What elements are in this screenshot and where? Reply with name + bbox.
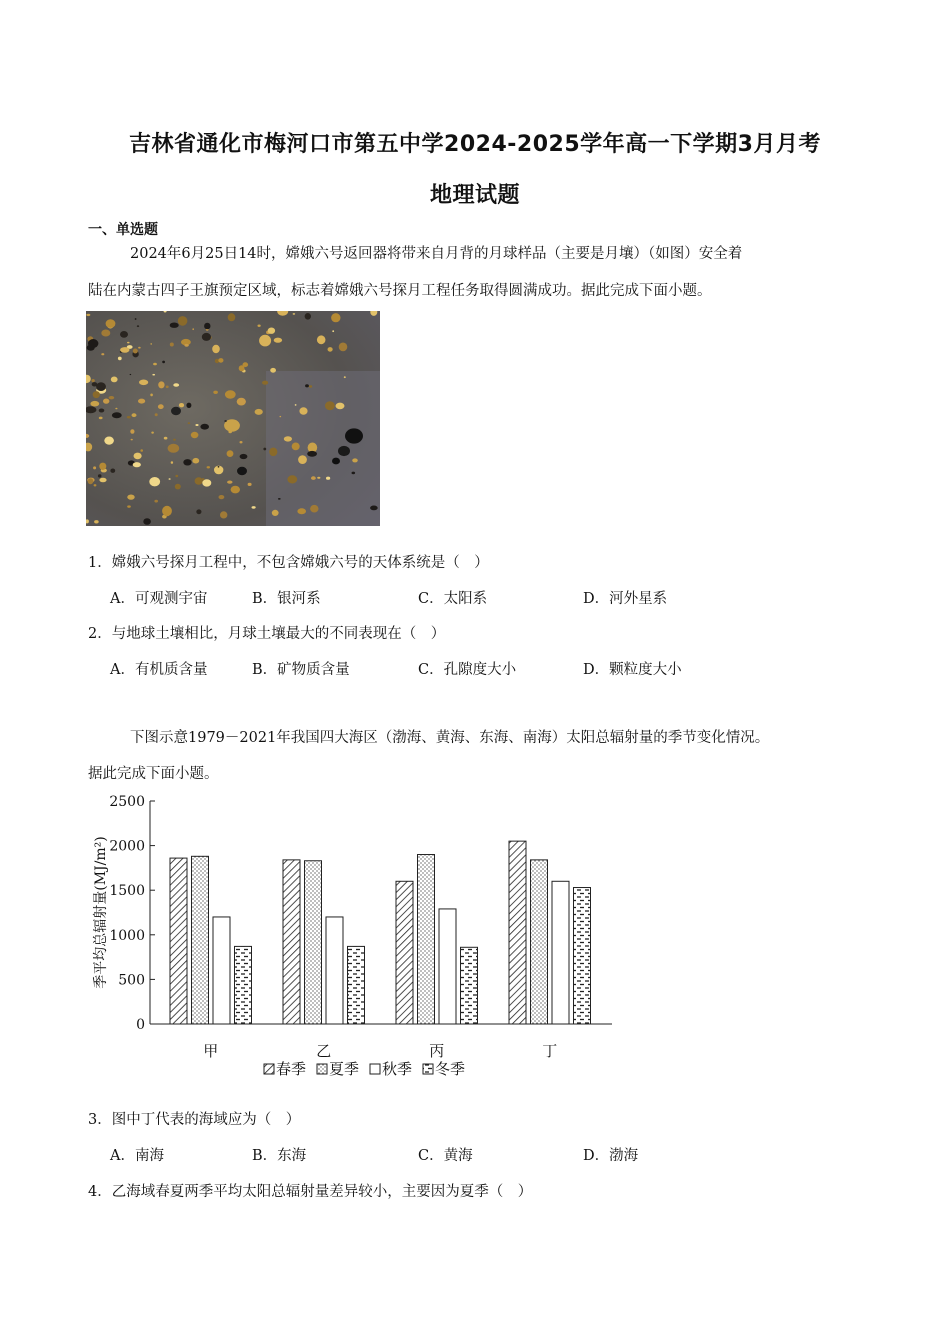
soil-grain (204, 323, 210, 330)
bar-春季-丙 (396, 881, 413, 1024)
soil-grain (252, 506, 256, 509)
y-tick-label: 2500 (109, 794, 145, 810)
soil-grain (331, 313, 340, 322)
category-label: 甲 (203, 1042, 219, 1060)
soil-grain (155, 413, 158, 416)
soil-grain (127, 416, 131, 418)
soil-grain (293, 313, 296, 315)
y-tick-label: 500 (118, 972, 145, 989)
soil-grain (103, 399, 109, 404)
question-4: 4．乙海域春夏两季平均太阳总辐射量差异较小，主要因为夏季（ ） (88, 1184, 533, 1200)
soil-grain (192, 458, 199, 464)
dark-grain (171, 407, 181, 416)
soil-grain (154, 500, 158, 503)
soil-grain (173, 383, 179, 387)
soil-grain (248, 483, 252, 486)
soil-grain (188, 422, 190, 424)
soil-grain (86, 314, 90, 316)
soil-grain (240, 454, 248, 459)
bar-春季-乙 (283, 860, 300, 1024)
soil-grain (175, 484, 181, 490)
soil-grain (317, 477, 320, 479)
soil-grain (94, 484, 97, 486)
question-3: 3．图中丁代表的海域应为（ ） (88, 1112, 301, 1128)
soil-grain (218, 466, 220, 468)
soil-grain (98, 474, 102, 477)
soil-grain (152, 374, 155, 376)
legend-label: 夏季 (329, 1060, 360, 1078)
section-heading: 一、单选题 (88, 222, 158, 238)
soil-grain (259, 335, 271, 347)
dark-grain (237, 467, 247, 476)
legend-swatch (423, 1064, 433, 1074)
soil-grain (262, 381, 268, 385)
soil-grain (317, 335, 326, 344)
soil-grain (274, 338, 282, 343)
solar-radiation-chart (88, 790, 628, 1090)
soil-grain (191, 432, 199, 438)
soil-grain (255, 409, 263, 415)
soil-grain (93, 466, 96, 469)
soil-grain (219, 495, 225, 499)
category-label: 丙 (429, 1042, 445, 1060)
lunar-soil-photo (86, 311, 380, 526)
soil-grain (153, 363, 157, 366)
soil-grain (292, 443, 300, 451)
soil-grain (170, 323, 179, 328)
soil-grain (297, 508, 306, 514)
legend-swatch (317, 1064, 327, 1074)
dark-grain (338, 446, 350, 456)
soil-grain (88, 478, 94, 484)
soil-grain (135, 318, 137, 320)
q2-option-a: A．有机质含量 (110, 662, 208, 678)
soil-grain (202, 333, 211, 341)
soil-grain (90, 401, 99, 407)
soil-grain (150, 394, 153, 397)
paper-title: 吉林省通化市梅河口市第五中学2024-2025学年高一下学期3月月考 (129, 132, 821, 157)
bar-秋季-丁 (552, 881, 569, 1024)
soil-grain (310, 505, 318, 513)
soil-grain (130, 429, 134, 434)
soil-grain (150, 343, 152, 345)
soil-grain (94, 520, 99, 523)
soil-grain (118, 357, 122, 361)
soil-grain (287, 475, 297, 483)
legend-label: 冬季 (435, 1060, 466, 1078)
soil-grain (173, 439, 176, 441)
soil-grain (195, 477, 203, 484)
soil-grain (127, 505, 131, 507)
soil-grain (299, 407, 307, 414)
soil-grain (278, 498, 281, 500)
soil-grain (192, 328, 194, 330)
category-label: 丁 (542, 1042, 558, 1060)
q3-option-b: B．东海 (252, 1148, 307, 1164)
intro2-line1: 下图示意1979－2021年我国四大海区（渤海、黄海、东海、南海）太阳总辐射量的季节变化情况。 (130, 730, 770, 746)
bar-冬季-丁 (574, 888, 591, 1024)
soil-grain (127, 342, 130, 344)
soil-grain (158, 404, 164, 409)
soil-grain (207, 466, 210, 468)
soil-grain (305, 313, 311, 320)
soil-grain (151, 432, 154, 434)
soil-grain (133, 349, 138, 354)
soil-grain (131, 439, 133, 441)
soil-grain (326, 477, 330, 480)
bar-秋季-丙 (439, 909, 456, 1024)
q1-option-b: B．银河系 (252, 591, 321, 607)
y-axis-label: 季平均总辐射量(MJ/m²) (93, 836, 109, 989)
soil-grain (164, 437, 168, 440)
soil-grain (220, 511, 227, 518)
soil-grain (240, 441, 243, 443)
soil-grain (272, 510, 279, 516)
soil-grain (196, 509, 201, 514)
soil-grain (132, 413, 137, 417)
bar-夏季-甲 (192, 856, 209, 1024)
soil-grain (344, 376, 346, 378)
soil-grain (162, 361, 165, 364)
soil-grain (263, 448, 266, 451)
q1-option-c: C．太阳系 (418, 591, 488, 607)
soil-grain (239, 365, 245, 371)
soil-grain (99, 478, 106, 483)
soil-grain (106, 319, 116, 328)
soil-grain (228, 313, 236, 321)
soil-grain (325, 401, 335, 410)
bar-春季-丁 (509, 841, 526, 1024)
bar-冬季-甲 (235, 946, 252, 1024)
lunar-soil-image (86, 311, 380, 526)
legend-label: 秋季 (382, 1060, 413, 1078)
soil-grain (186, 403, 191, 408)
q2-option-c: C．孔隙度大小 (418, 662, 517, 678)
soil-grain (112, 412, 122, 418)
q2-option-b: B．矿物质含量 (252, 662, 350, 678)
soil-grain (231, 486, 240, 494)
soil-grain (99, 409, 105, 413)
soil-grain (352, 472, 356, 475)
soil-grain (224, 420, 227, 422)
soil-grain (140, 449, 143, 452)
soil-grain (336, 403, 345, 410)
q3-option-a: A．南海 (110, 1148, 164, 1164)
soil-grain (212, 345, 220, 353)
soil-grain (258, 325, 261, 327)
soil-grain (352, 458, 358, 462)
soil-grain (109, 396, 115, 399)
soil-grain (133, 462, 141, 467)
q2-option-d: D．颗粒度大小 (583, 662, 682, 678)
soil-grain (298, 455, 307, 464)
soil-grain (202, 478, 205, 480)
soil-grain (143, 518, 151, 525)
q3-option-d: D．渤海 (583, 1148, 639, 1164)
dark-grain (345, 428, 363, 443)
soil-grain (332, 330, 334, 332)
q1-option-a: A．可观测宇宙 (110, 591, 208, 607)
soil-grain (115, 408, 117, 410)
soil-grain (305, 384, 309, 387)
soil-grain (168, 444, 180, 453)
soil-grain (213, 391, 218, 394)
soil-grain (227, 450, 234, 457)
soil-grain (227, 481, 232, 484)
soil-grain (370, 506, 378, 511)
soil-grain (110, 469, 115, 473)
soil-grain (120, 331, 128, 338)
soil-grain (179, 403, 184, 407)
soil-grain (96, 382, 106, 391)
y-tick-label: 0 (136, 1017, 145, 1033)
intro2-line2: 据此完成下面小题。 (88, 766, 219, 782)
soil-grain (101, 330, 110, 337)
soil-grain (92, 382, 98, 386)
soil-grain (269, 448, 277, 457)
bar-秋季-乙 (326, 917, 343, 1024)
q1-option-d: D．河外星系 (583, 591, 668, 607)
soil-grain (195, 424, 198, 426)
legend-label: 春季 (276, 1060, 307, 1078)
bar-夏季-乙 (305, 861, 322, 1024)
soil-grain (311, 476, 316, 480)
soil-grain (328, 347, 333, 352)
y-tick-label: 2000 (109, 838, 145, 855)
soil-grain (139, 380, 148, 386)
soil-grain (138, 347, 141, 349)
category-label: 乙 (316, 1042, 332, 1060)
soil-grain (149, 477, 160, 486)
soil-grain (339, 343, 348, 352)
soil-grain (284, 436, 292, 441)
soil-grain (183, 459, 191, 465)
soil-grain (130, 374, 132, 375)
soil-grain (162, 506, 172, 516)
soil-grain (101, 353, 104, 355)
soil-grain (200, 424, 209, 430)
bar-冬季-丙 (461, 947, 478, 1024)
soil-grain (170, 343, 174, 347)
soil-grain (99, 417, 103, 420)
soil-grain (104, 437, 114, 445)
soil-grain (120, 347, 129, 353)
soil-grain (268, 328, 275, 334)
question-1: 1．嫦娥六号探月工程中，不包含嫦娥六号的天体系统是（ ） (88, 555, 489, 571)
soil-grain (138, 399, 145, 404)
soil-grain (225, 390, 236, 398)
soil-grain (137, 325, 139, 327)
soil-grain (88, 339, 98, 348)
soil-grain (111, 377, 118, 383)
soil-grain (158, 381, 164, 388)
soil-grain (166, 386, 169, 389)
bar-冬季-乙 (348, 946, 365, 1024)
intro1-line2: 陆在内蒙古四子王旗预定区域，标志着嫦娥六号探月工程任务取得圆满成功。据此完成下面小题。 (88, 283, 712, 299)
soil-grain (295, 404, 297, 406)
soil-grain (270, 368, 276, 373)
bar-夏季-丙 (418, 855, 435, 1024)
q3-option-c: C．黄海 (418, 1148, 473, 1164)
soil-grain (218, 358, 223, 363)
soil-grain (280, 416, 282, 417)
soil-grain (93, 391, 100, 398)
y-tick-label: 1000 (109, 927, 145, 944)
soil-grain (307, 451, 317, 457)
bar-春季-甲 (170, 858, 187, 1024)
soil-grain (309, 385, 312, 387)
soil-grain (91, 379, 94, 382)
bar-夏季-丁 (531, 860, 548, 1024)
y-tick-label: 1500 (109, 883, 145, 900)
soil-grain (169, 478, 171, 480)
soil-grain (127, 495, 134, 500)
legend-swatch (370, 1064, 380, 1074)
soil-grain (184, 344, 188, 347)
soil-grain (237, 398, 246, 406)
question-2: 2．与地球土壤相比，月球土壤最大的不同表现在（ ） (88, 626, 446, 642)
paper-subtitle: 地理试题 (429, 183, 520, 208)
bar-秋季-甲 (213, 917, 230, 1024)
legend-swatch (264, 1064, 274, 1074)
dark-grain (332, 458, 340, 465)
soil-grain (171, 461, 173, 464)
soil-grain (178, 316, 188, 326)
intro1-line1: 2024年6月25日14时，嫦娥六号返回器将带来自月背的月球样品（主要是月壤）（如图）安全着 (130, 246, 743, 262)
soil-grain (175, 475, 178, 477)
soil-grain (134, 453, 142, 460)
soil-grain (99, 463, 106, 470)
